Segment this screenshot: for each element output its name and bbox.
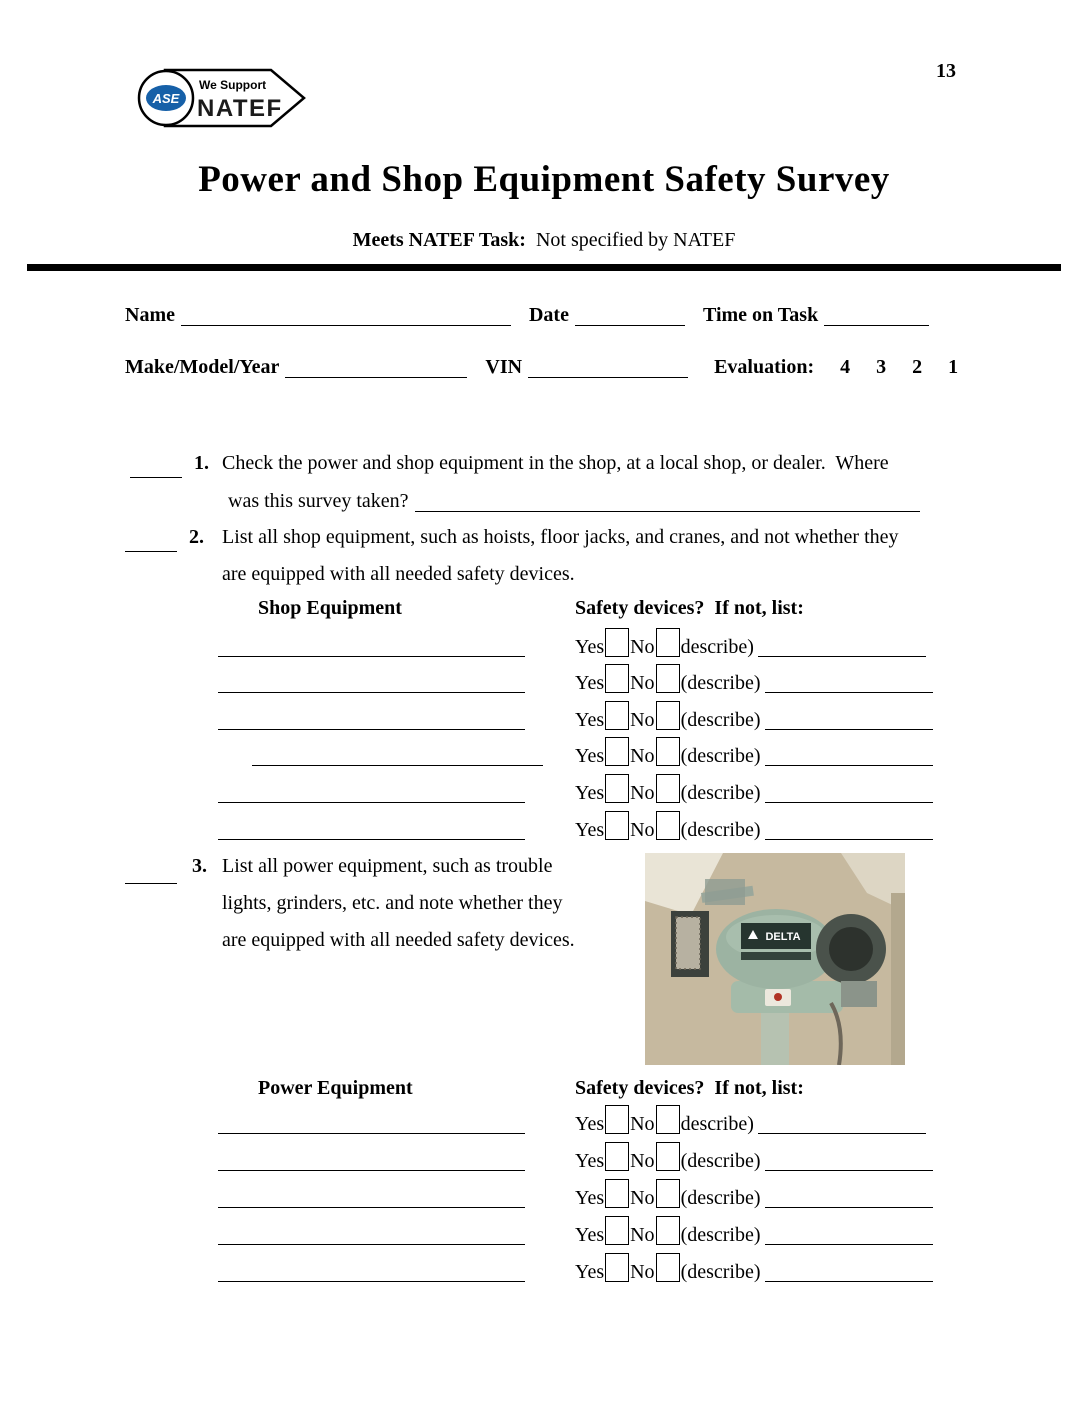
yes-label: Yes [575, 1261, 605, 1283]
no-checkbox[interactable] [656, 1253, 680, 1282]
describe-label: (describe) [680, 1224, 761, 1246]
equipment-name-field[interactable] [218, 1133, 525, 1134]
describe-field[interactable] [765, 802, 933, 803]
q1-survey-taken-label: was this survey taken? [228, 490, 409, 512]
no-label: No [630, 1150, 655, 1172]
no-label: No [630, 781, 655, 804]
shop-equipment-row [0, 660, 1088, 697]
safety-group [575, 774, 933, 803]
make-model-year-label: Make/Model/Year [125, 356, 280, 378]
q2-number: 2. [189, 526, 204, 548]
yes-label: Yes [575, 818, 605, 841]
describe-label: (describe) [680, 708, 761, 731]
no-label: No [630, 1187, 655, 1209]
evaluation-score-4[interactable]: 4 [840, 356, 851, 378]
evaluation-label: Evaluation: [714, 356, 815, 378]
no-checkbox[interactable] [656, 737, 680, 766]
yes-checkbox[interactable] [605, 811, 629, 840]
yes-checkbox[interactable] [605, 628, 629, 657]
shop-equipment-row [0, 806, 1088, 843]
no-checkbox[interactable] [656, 1216, 680, 1245]
power-equipment-row [0, 1137, 1088, 1174]
describe-label: (describe) [680, 672, 761, 695]
describe-field[interactable] [765, 1207, 933, 1208]
describe-label: describe) [680, 635, 754, 658]
power-equipment-row [0, 1211, 1088, 1248]
describe-field[interactable] [765, 1281, 933, 1282]
describe-field[interactable] [765, 765, 933, 766]
q3-score-field[interactable] [125, 883, 177, 884]
vin-label: VIN [485, 356, 523, 378]
yes-checkbox[interactable] [605, 774, 629, 803]
describe-field[interactable] [758, 1133, 926, 1134]
safety-group [575, 1142, 933, 1171]
page-title: Power and Shop Equipment Safety Survey [198, 159, 890, 200]
q3-number: 3. [192, 855, 207, 877]
safety-group [575, 1105, 926, 1134]
no-label: No [630, 745, 655, 768]
ase-logo-text: ASE [152, 91, 180, 106]
shop-equipment-row [0, 696, 1088, 733]
evaluation-score-1[interactable]: 1 [948, 356, 959, 378]
power-equipment-row [0, 1174, 1088, 1211]
no-checkbox[interactable] [656, 628, 680, 657]
no-label: No [630, 1261, 655, 1283]
q3-text-line1: List all power equipment, such as trouble [222, 855, 553, 877]
date-field[interactable] [575, 303, 685, 326]
bench-grinder-photo [645, 853, 905, 1065]
meets-natef-line [0, 229, 1088, 252]
no-label: No [630, 708, 655, 731]
no-label: No [630, 1224, 655, 1246]
natef-logo-graphic [133, 57, 311, 139]
date-label: Date [528, 304, 569, 326]
shop-equipment-row [0, 733, 1088, 770]
safety-group [575, 1216, 933, 1245]
describe-field[interactable] [758, 656, 926, 657]
yes-label: Yes [575, 1113, 605, 1135]
yes-checkbox[interactable] [605, 1179, 629, 1208]
describe-label: (describe) [680, 745, 761, 768]
describe-label: (describe) [680, 1150, 761, 1172]
yes-checkbox[interactable] [605, 1142, 629, 1171]
equipment-name-field[interactable] [218, 839, 525, 840]
safety-group [575, 811, 933, 840]
no-checkbox[interactable] [656, 811, 680, 840]
q1-text-line1: Check the power and shop equipment in the shop, at a local shop, or dealer. Where [222, 452, 889, 474]
meets-natef-value: Not specified by NATEF [535, 229, 736, 251]
name-label: Name [125, 304, 175, 326]
no-checkbox[interactable] [656, 701, 680, 730]
equipment-name-field[interactable] [218, 656, 525, 657]
yes-label: Yes [575, 1150, 605, 1172]
no-checkbox[interactable] [656, 664, 680, 693]
no-label: No [630, 1113, 655, 1135]
describe-field[interactable] [765, 1244, 933, 1245]
yes-checkbox[interactable] [605, 664, 629, 693]
grinder-pedestal [761, 1005, 789, 1065]
equipment-name-field[interactable] [218, 1244, 525, 1245]
describe-label: (describe) [680, 1187, 761, 1209]
yes-checkbox[interactable] [605, 701, 629, 730]
yes-label: Yes [575, 635, 605, 658]
equipment-name-field[interactable] [218, 692, 525, 693]
header-row-2 [125, 355, 958, 379]
q1-text-line2 [228, 489, 920, 513]
equipment-name-field[interactable] [218, 729, 525, 730]
describe-label: (describe) [680, 818, 761, 841]
yes-label: Yes [575, 1224, 605, 1246]
natef-logo [133, 57, 311, 139]
safety-group [575, 737, 933, 766]
time-on-task-field[interactable] [824, 303, 929, 326]
power-safety-devices-header: Safety devices? If not, list: [575, 1077, 804, 1099]
describe-field[interactable] [765, 692, 933, 693]
power-equipment-rows [0, 1100, 1088, 1285]
power-equipment-header: Power Equipment [258, 1077, 413, 1099]
safety-group [575, 664, 933, 693]
describe-label: (describe) [680, 1261, 761, 1283]
shop-equipment-rows [0, 623, 1088, 843]
yes-label: Yes [575, 781, 605, 804]
yes-label: Yes [575, 672, 605, 695]
safety-group [575, 628, 926, 657]
time-on-task-label: Time on Task [702, 304, 819, 326]
equipment-name-field[interactable] [252, 765, 543, 766]
describe-field[interactable] [765, 839, 933, 840]
shop-safety-devices-header: Safety devices? If not, list: [575, 597, 804, 619]
evaluation-score-3[interactable]: 3 [876, 356, 887, 378]
q2-score-field[interactable] [125, 551, 177, 552]
power-equipment-row [0, 1100, 1088, 1137]
yes-checkbox[interactable] [605, 1253, 629, 1282]
shop-equipment-row [0, 769, 1088, 806]
shop-equipment-header: Shop Equipment [258, 597, 402, 619]
logo-name: NATEF [197, 95, 283, 122]
no-checkbox[interactable] [656, 774, 680, 803]
describe-field[interactable] [765, 729, 933, 730]
q1-survey-taken-field[interactable] [415, 489, 920, 512]
yes-label: Yes [575, 745, 605, 768]
no-label: No [630, 635, 655, 658]
header-row-1 [125, 303, 929, 327]
left-grinding-wheel [676, 917, 700, 969]
no-checkbox[interactable] [656, 1179, 680, 1208]
q1-number: 1. [194, 452, 209, 474]
q3-text-line2: lights, grinders, etc. and note whether they [222, 892, 563, 914]
name-field[interactable] [181, 303, 511, 326]
no-label: No [630, 672, 655, 695]
logo-tagline: We Support [199, 78, 267, 92]
shop-equipment-row [0, 623, 1088, 660]
safety-group [575, 1179, 933, 1208]
vin-field[interactable] [528, 355, 688, 378]
equipment-name-field[interactable] [218, 1281, 525, 1282]
no-label: No [630, 818, 655, 841]
yes-checkbox[interactable] [605, 1105, 629, 1134]
q1-score-field[interactable] [130, 477, 182, 478]
no-checkbox[interactable] [656, 1105, 680, 1134]
yes-checkbox[interactable] [605, 1216, 629, 1245]
divider-rule [27, 264, 1061, 271]
safety-group [575, 701, 933, 730]
q3-text-line3: are equipped with all needed safety devices. [222, 929, 575, 951]
q2-text-line2: are equipped with all needed safety devices. [222, 563, 575, 585]
no-checkbox[interactable] [656, 1142, 680, 1171]
equipment-name-field[interactable] [218, 1170, 525, 1171]
describe-label: describe) [680, 1113, 754, 1135]
page-number: 13 [936, 60, 956, 82]
yes-label: Yes [575, 708, 605, 731]
meets-natef-label: Meets NATEF Task: [352, 229, 526, 251]
make-model-year-field[interactable] [285, 355, 467, 378]
yes-label: Yes [575, 1187, 605, 1209]
equipment-name-field[interactable] [218, 1207, 525, 1208]
equipment-name-field[interactable] [218, 802, 525, 803]
brand-label-text: DELTA [765, 931, 801, 943]
safety-group [575, 1253, 933, 1282]
describe-field[interactable] [765, 1170, 933, 1171]
describe-label: (describe) [680, 781, 761, 804]
q2-text-line1: List all shop equipment, such as hoists, floor jacks, and cranes, and not whether they [222, 526, 899, 548]
power-equipment-row [0, 1248, 1088, 1285]
evaluation-score-2[interactable]: 2 [912, 356, 923, 378]
yes-checkbox[interactable] [605, 737, 629, 766]
